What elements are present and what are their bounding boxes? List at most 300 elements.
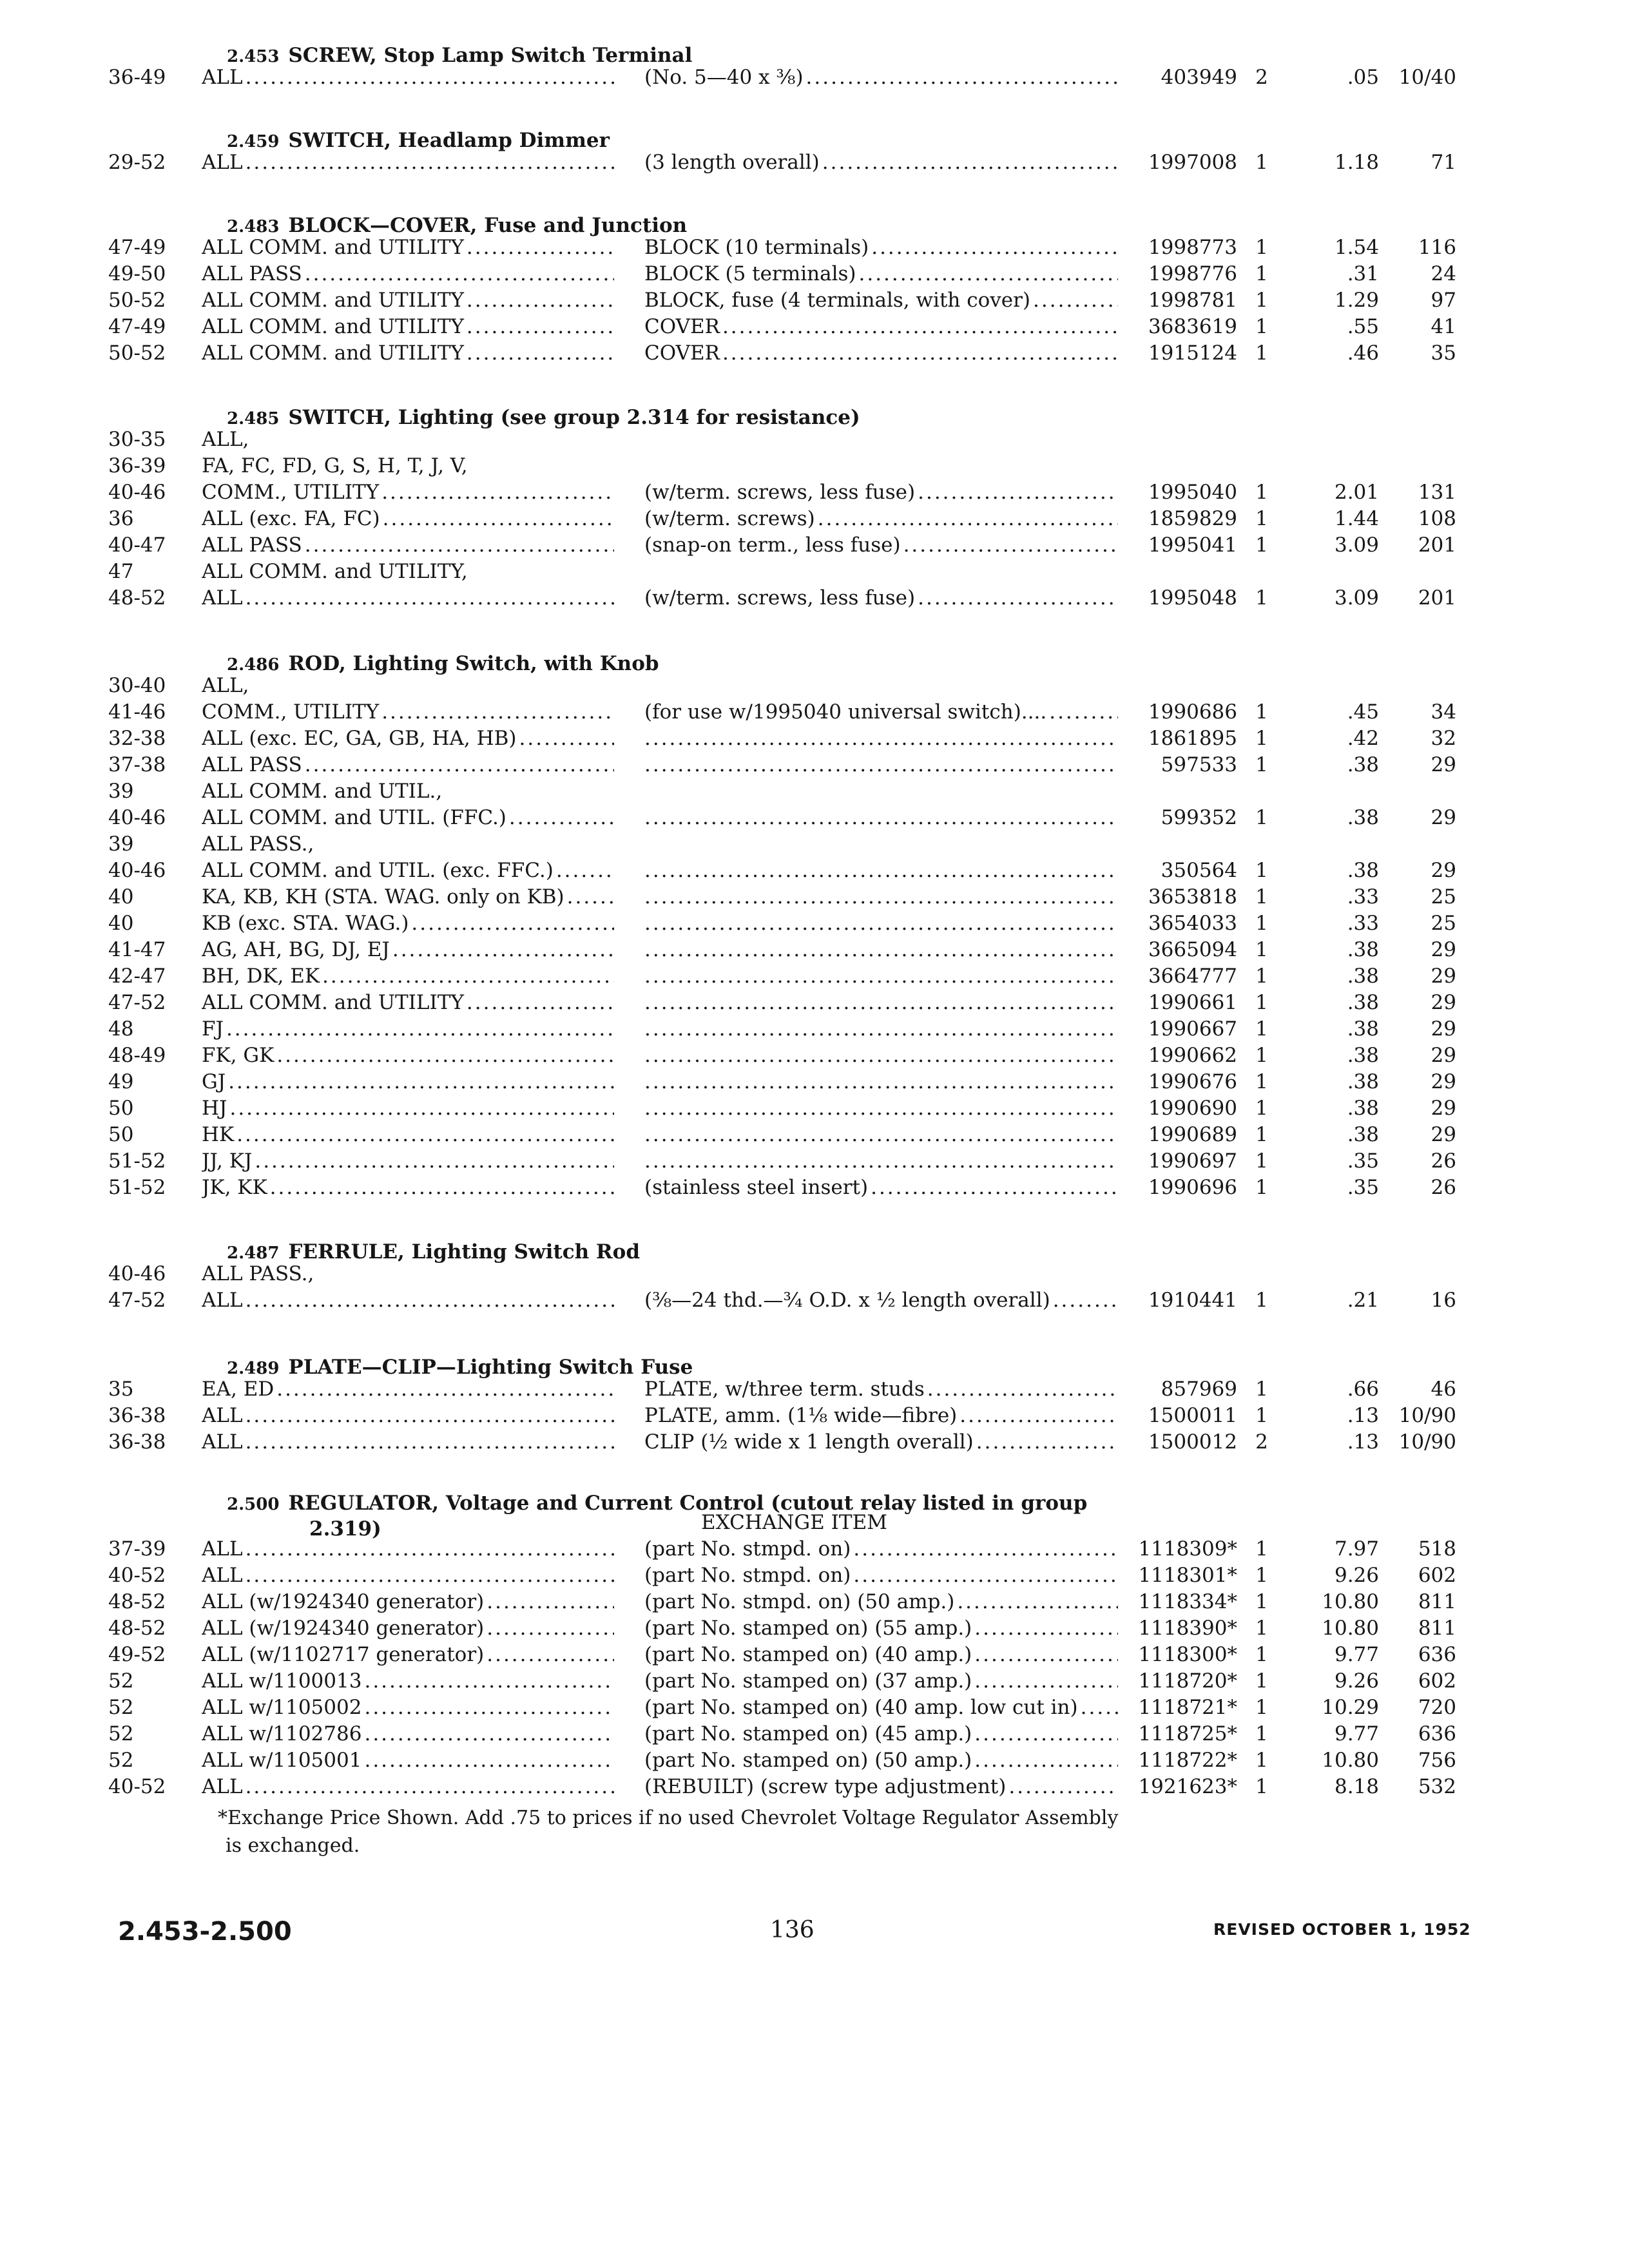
model-cell [202, 1069, 614, 1095]
description-cell [644, 585, 1118, 611]
list-price-text: 25 [1431, 885, 1456, 908]
model-cell [202, 1148, 614, 1175]
year-range-text: 36-39 [108, 454, 166, 477]
list-price [1385, 699, 1456, 726]
description-cell [644, 963, 1118, 990]
year-range [108, 778, 192, 805]
description-cell [644, 1562, 1118, 1589]
model-cell [202, 1403, 614, 1429]
description-cell-text: PLATE, w/three term. studs [644, 1378, 925, 1401]
year-range [108, 884, 192, 910]
list-price [1385, 340, 1456, 367]
retail-price-text: .38 [1347, 1017, 1379, 1041]
model-cell-text: ALL COMM. and UTILITY, [202, 560, 468, 583]
retail-price [1289, 1695, 1379, 1721]
part-number [1124, 1721, 1237, 1747]
year-range [108, 453, 192, 479]
model-cell [202, 532, 614, 559]
year-range [108, 1668, 192, 1695]
part-number [1124, 1747, 1237, 1774]
quantity [1249, 752, 1275, 778]
model-cell-text: ALL COMM. and UTIL. (exc. FFC.) [202, 859, 554, 882]
list-price [1385, 1016, 1456, 1043]
retail-price-text: 3.09 [1334, 586, 1379, 610]
model-cell [202, 1376, 614, 1403]
retail-price-text: 10.80 [1322, 1617, 1379, 1640]
list-price [1385, 1642, 1456, 1668]
table-row [0, 64, 1629, 91]
year-range-text: 41-47 [108, 938, 166, 961]
retail-price-text: 1.29 [1334, 289, 1379, 312]
year-range [108, 1642, 192, 1668]
table-row [0, 1148, 1629, 1175]
description-cell [644, 1668, 1118, 1695]
retail-price-text: .38 [1347, 965, 1379, 988]
description-cell [644, 990, 1118, 1016]
retail-price [1289, 1589, 1379, 1615]
description-cell [644, 149, 1118, 176]
model-cell [202, 805, 614, 831]
model-cell [202, 1287, 614, 1314]
list-price [1385, 314, 1456, 340]
year-range-text: 49-50 [108, 262, 166, 285]
retail-price [1289, 884, 1379, 910]
year-range [108, 1403, 192, 1429]
quantity [1249, 340, 1275, 367]
year-range-text: 49 [108, 1070, 134, 1093]
list-price-text: 10/40 [1398, 66, 1456, 89]
list-price [1385, 585, 1456, 611]
group-title-text: FERRULE, Lighting Switch Rod [288, 1240, 641, 1264]
model-cell-text: AG, AH, BG, DJ, EJ [202, 938, 390, 961]
year-range-text: 52 [108, 1696, 134, 1719]
part-number-text: 3664777 [1148, 965, 1237, 988]
year-range [108, 1175, 192, 1201]
quantity [1249, 1642, 1275, 1668]
description-cell [644, 937, 1118, 963]
table-row [0, 699, 1629, 726]
year-range [108, 1589, 192, 1615]
model-cell [202, 699, 614, 726]
year-range-text: 29-52 [108, 151, 166, 174]
quantity-text: 1 [1255, 1176, 1268, 1199]
group-number: 2.500 [227, 1495, 280, 1514]
table-row [0, 673, 1629, 699]
list-price [1385, 910, 1456, 937]
model-cell [202, 235, 614, 261]
model-cell [202, 149, 614, 176]
description-cell [644, 910, 1118, 937]
table-row [0, 910, 1629, 937]
retail-price [1289, 287, 1379, 314]
table-row [0, 1376, 1629, 1403]
list-price [1385, 963, 1456, 990]
retail-price-text: .46 [1347, 341, 1379, 365]
year-range [108, 1043, 192, 1069]
table-row [0, 1695, 1629, 1721]
table-row [0, 858, 1629, 884]
retail-price [1289, 1403, 1379, 1429]
model-cell [202, 506, 614, 532]
retail-price [1289, 1376, 1379, 1403]
model-cell [202, 1774, 614, 1800]
table-row [0, 1095, 1629, 1122]
list-price-text: 532 [1418, 1775, 1456, 1798]
retail-price-text: 9.77 [1334, 1643, 1379, 1666]
group-title-text: PLATE—CLIP—Lighting Switch Fuse [288, 1356, 693, 1379]
part-number-text: 857969 [1161, 1378, 1237, 1401]
retail-price [1289, 340, 1379, 367]
model-cell-text: KB (exc. STA. WAG.) [202, 912, 409, 935]
description-cell-text: (No. 5—40 x ⅜) [644, 66, 804, 89]
quantity [1249, 235, 1275, 261]
year-range-text: 48-49 [108, 1044, 166, 1067]
retail-price [1289, 1747, 1379, 1774]
description-cell-text: (part No. stamped on) (40 amp. low cut in) [644, 1696, 1078, 1719]
list-price [1385, 1429, 1456, 1456]
quantity [1249, 1668, 1275, 1695]
retail-price-text: 2.01 [1334, 481, 1379, 504]
list-price-text: 29 [1431, 1123, 1456, 1146]
list-price [1385, 1095, 1456, 1122]
part-number [1124, 235, 1237, 261]
retail-price-text: 1.18 [1334, 151, 1379, 174]
list-price-text: 97 [1431, 289, 1456, 312]
quantity-text: 1 [1255, 1044, 1268, 1067]
part-number-text: 599352 [1161, 806, 1237, 829]
group-title-text: BLOCK—COVER, Fuse and Junction [288, 214, 688, 237]
list-price-text: 29 [1431, 1044, 1456, 1067]
retail-price-text: 9.26 [1334, 1564, 1379, 1587]
year-range [108, 1615, 192, 1642]
model-cell-text: ALL (exc. FA, FC) [202, 507, 380, 530]
description-cell-text: BLOCK (10 terminals) [644, 236, 869, 259]
description-cell-text: (part No. stmpd. on) [644, 1564, 851, 1587]
year-range-text: 50 [108, 1123, 134, 1146]
quantity [1249, 1016, 1275, 1043]
description-cell-text: (3 length overall) [644, 151, 820, 174]
table-row [0, 1642, 1629, 1668]
year-range [108, 559, 192, 585]
quantity [1249, 1536, 1275, 1562]
table-row [0, 831, 1629, 858]
list-price-text: 602 [1418, 1669, 1456, 1693]
description-cell [644, 1043, 1118, 1069]
list-price [1385, 235, 1456, 261]
description-cell-text: BLOCK (5 terminals) [644, 262, 856, 285]
model-cell [202, 726, 614, 752]
description-cell [644, 805, 1118, 831]
description-cell [644, 1589, 1118, 1615]
quantity-text: 2 [1255, 1430, 1268, 1454]
model-cell [202, 937, 614, 963]
year-range-text: 35 [108, 1378, 134, 1401]
model-cell [202, 479, 614, 506]
list-price [1385, 532, 1456, 559]
list-price-text: 29 [1431, 859, 1456, 882]
table-row [0, 884, 1629, 910]
year-range [108, 831, 192, 858]
group-title [227, 406, 860, 429]
model-cell-text: GJ [202, 1070, 226, 1093]
table-row [0, 990, 1629, 1016]
model-cell-text: ALL [202, 1289, 243, 1312]
part-number [1124, 1562, 1237, 1589]
list-price-text: 108 [1418, 507, 1456, 530]
list-price-text: 41 [1431, 315, 1456, 338]
group-number: 2.453 [227, 47, 280, 66]
quantity-text: 1 [1255, 912, 1268, 935]
list-price [1385, 1695, 1456, 1721]
year-range-text: 51-52 [108, 1149, 166, 1173]
table-row [0, 506, 1629, 532]
list-price [1385, 149, 1456, 176]
part-number-text: 3654033 [1148, 912, 1237, 935]
retail-price-text: 7.97 [1334, 1537, 1379, 1561]
table-row [0, 1287, 1629, 1314]
year-range [108, 1095, 192, 1122]
year-range [108, 1774, 192, 1800]
quantity-text: 1 [1255, 151, 1268, 174]
retail-price-text: .38 [1347, 753, 1379, 776]
group-title [227, 214, 687, 237]
model-cell [202, 1122, 614, 1148]
description-cell [644, 1747, 1118, 1774]
quantity [1249, 858, 1275, 884]
quantity [1249, 963, 1275, 990]
part-number-text: 1998776 [1148, 262, 1237, 285]
quantity-text: 1 [1255, 481, 1268, 504]
year-range-text: 30-40 [108, 674, 166, 697]
model-cell-text: ALL COMM. and UTILITY [202, 315, 464, 338]
year-range-text: 49-52 [108, 1643, 166, 1666]
retail-price-text: .38 [1347, 938, 1379, 961]
quantity [1249, 726, 1275, 752]
list-price [1385, 1287, 1456, 1314]
retail-price [1289, 726, 1379, 752]
description-cell [644, 1095, 1118, 1122]
model-cell-text: EA, ED [202, 1378, 275, 1401]
exchange-note: *Exchange Price Shown. Add .75 to prices if no used Chevrolet Voltage Regulator Assembly [218, 1807, 1119, 1829]
part-number [1124, 963, 1237, 990]
quantity [1249, 585, 1275, 611]
group-number: 2.483 [227, 217, 280, 236]
year-range-text: 47-52 [108, 1289, 166, 1312]
year-range-text: 51-52 [108, 1176, 166, 1199]
part-number-text: 1990697 [1148, 1149, 1237, 1173]
quantity-text: 1 [1255, 507, 1268, 530]
quantity-text: 1 [1255, 1123, 1268, 1146]
retail-price [1289, 261, 1379, 287]
list-price-text: 29 [1431, 1097, 1456, 1120]
description-cell-text: (part No. stamped on) (45 amp.) [644, 1722, 972, 1745]
model-cell [202, 858, 614, 884]
table-row [0, 1747, 1629, 1774]
list-price [1385, 858, 1456, 884]
year-range [108, 1016, 192, 1043]
list-price-text: 602 [1418, 1564, 1456, 1587]
part-number [1124, 1429, 1237, 1456]
quantity [1249, 532, 1275, 559]
description-cell-text: COVER [644, 315, 720, 338]
part-number-text: 3683619 [1148, 315, 1237, 338]
list-price [1385, 1562, 1456, 1589]
part-number-text: 1118722* [1138, 1749, 1237, 1772]
retail-price-text: 1.54 [1334, 236, 1379, 259]
year-range-text: 36-38 [108, 1430, 166, 1454]
model-cell [202, 673, 614, 699]
part-number [1124, 1774, 1237, 1800]
year-range-text: 47 [108, 560, 134, 583]
quantity [1249, 1148, 1275, 1175]
quantity-text: 1 [1255, 700, 1268, 724]
part-number [1124, 1069, 1237, 1095]
quantity-text: 1 [1255, 859, 1268, 882]
quantity-text: 1 [1255, 262, 1268, 285]
description-cell [644, 884, 1118, 910]
retail-price-text: 8.18 [1334, 1775, 1379, 1798]
table-row [0, 1403, 1629, 1429]
part-number [1124, 1122, 1237, 1148]
year-range-text: 39 [108, 780, 134, 803]
retail-price-text: .33 [1347, 885, 1379, 908]
quantity-text: 1 [1255, 727, 1268, 750]
retail-price [1289, 1615, 1379, 1642]
quantity-text: 1 [1255, 885, 1268, 908]
quantity-text: 1 [1255, 1537, 1268, 1561]
list-price [1385, 479, 1456, 506]
table-row [0, 314, 1629, 340]
retail-price [1289, 1016, 1379, 1043]
retail-price-text: .38 [1347, 859, 1379, 882]
year-range-text: 40 [108, 885, 134, 908]
list-price [1385, 884, 1456, 910]
list-price [1385, 990, 1456, 1016]
model-cell-text: HK [202, 1123, 235, 1146]
table-row [0, 1615, 1629, 1642]
model-cell-text: ALL PASS [202, 533, 302, 557]
model-cell [202, 884, 614, 910]
quantity [1249, 1403, 1275, 1429]
year-range [108, 910, 192, 937]
list-price-text: 24 [1431, 262, 1456, 285]
part-number [1124, 1148, 1237, 1175]
description-cell-text: (stainless steel insert) [644, 1176, 869, 1199]
model-cell-text: COMM., UTILITY [202, 700, 380, 724]
list-price-text: 636 [1418, 1643, 1456, 1666]
model-cell [202, 261, 614, 287]
quantity-text: 1 [1255, 341, 1268, 365]
year-range [108, 990, 192, 1016]
list-price-text: 25 [1431, 912, 1456, 935]
year-range-text: 40 [108, 912, 134, 935]
retail-price [1289, 585, 1379, 611]
model-cell [202, 287, 614, 314]
table-row [0, 427, 1629, 453]
retail-price [1289, 532, 1379, 559]
list-price-text: 16 [1431, 1289, 1456, 1312]
model-cell-text: ALL w/1102786 [202, 1722, 362, 1745]
year-range [108, 314, 192, 340]
quantity [1249, 506, 1275, 532]
model-cell [202, 1615, 614, 1642]
model-cell-text: ALL COMM. and UTILITY [202, 991, 464, 1014]
retail-price-text: 10.80 [1322, 1590, 1379, 1613]
year-range-text: 37-38 [108, 753, 166, 776]
quantity [1249, 805, 1275, 831]
part-number [1124, 1016, 1237, 1043]
year-range [108, 752, 192, 778]
list-price [1385, 937, 1456, 963]
description-cell [644, 1148, 1118, 1175]
part-number [1124, 937, 1237, 963]
retail-price-text: 10.29 [1322, 1696, 1379, 1719]
model-cell [202, 778, 614, 805]
year-range [108, 149, 192, 176]
model-cell-text: ALL [202, 1564, 243, 1587]
part-number [1124, 479, 1237, 506]
year-range-text: 48-52 [108, 586, 166, 610]
list-price-text: 29 [1431, 753, 1456, 776]
year-range [108, 1562, 192, 1589]
description-cell [644, 235, 1118, 261]
retail-price-text: .38 [1347, 1123, 1379, 1146]
list-price [1385, 1615, 1456, 1642]
year-range-text: 30-35 [108, 428, 166, 451]
table-row [0, 1589, 1629, 1615]
year-range [108, 479, 192, 506]
quantity [1249, 884, 1275, 910]
description-cell [644, 699, 1118, 726]
retail-price [1289, 506, 1379, 532]
quantity-text: 1 [1255, 991, 1268, 1014]
quantity-text: 1 [1255, 1404, 1268, 1427]
year-range-text: 48-52 [108, 1590, 166, 1613]
model-cell [202, 314, 614, 340]
quantity [1249, 314, 1275, 340]
part-number-text: 1118309* [1138, 1537, 1237, 1561]
retail-price-text: .38 [1347, 806, 1379, 829]
list-price [1385, 1589, 1456, 1615]
description-cell [644, 1287, 1118, 1314]
part-number-text: 1910441 [1148, 1289, 1237, 1312]
part-number-text: 1990662 [1148, 1044, 1237, 1067]
list-price-text: 71 [1431, 151, 1456, 174]
table-row [0, 1668, 1629, 1695]
year-range-text: 48 [108, 1017, 134, 1041]
group-number: 2.489 [227, 1359, 280, 1378]
retail-price-text: .13 [1347, 1430, 1379, 1454]
table-row [0, 963, 1629, 990]
retail-price [1289, 1043, 1379, 1069]
description-cell-text: PLATE, amm. (1⅛ wide—fibre) [644, 1404, 958, 1427]
description-cell [644, 506, 1118, 532]
quantity-text: 1 [1255, 289, 1268, 312]
group-title [227, 1492, 1087, 1515]
year-range-text: 50 [108, 1097, 134, 1120]
retail-price [1289, 1069, 1379, 1095]
model-cell-text: ALL w/1105002 [202, 1696, 362, 1719]
description-cell [644, 752, 1118, 778]
group-title [227, 1356, 693, 1379]
part-number-text: 3665094 [1148, 938, 1237, 961]
table-row [0, 287, 1629, 314]
description-cell [644, 340, 1118, 367]
part-number-text: 3653818 [1148, 885, 1237, 908]
model-cell [202, 1747, 614, 1774]
year-range-text: 41-46 [108, 700, 166, 724]
list-price [1385, 1774, 1456, 1800]
